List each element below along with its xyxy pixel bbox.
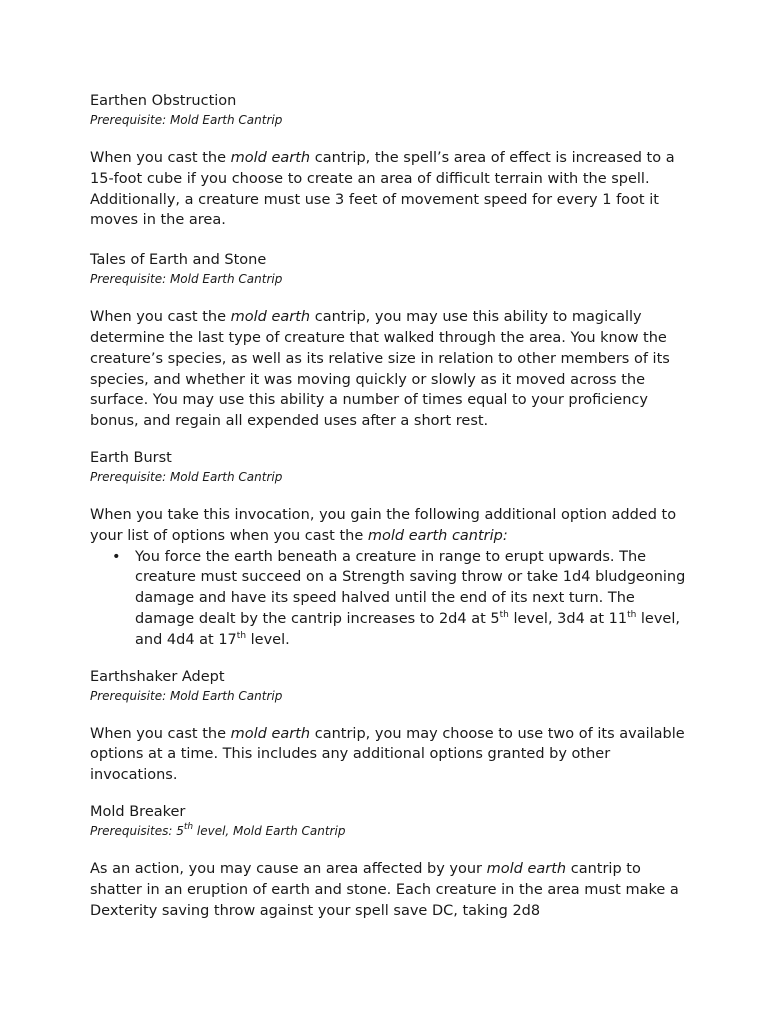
section-body: [90, 724, 690, 786]
body-text: cantrip, the spell’s area of effect is increased to a 15-foot cube if you choose to create an area of difficult terrain with the spell. Additionally, a creature must use 3 feet of movement speed for every 1 foot it moves in the area.: [90, 150, 675, 229]
body-text: cantrip, you may use this ability to magically determine the last type of creature that walked through the area. You know the creature’s species, as well as its relative size in relation to other members of its species, and whether it was moving quickly or slowly as it moved across the surface. You may use this ability a number of times equal to your proficiency bonus, and regain all expended uses after a short rest.: [90, 309, 670, 430]
section-prerequisite: Prerequisite: Mold Earth Cantrip: [90, 113, 283, 127]
spell-name: mold earth: [230, 150, 311, 166]
body-text: When you cast the: [90, 725, 231, 742]
body-text: As an action, you may cause an area affected by your: [90, 860, 487, 877]
document-content: [90, 92, 690, 921]
section-earthen-obstruction: [90, 92, 690, 231]
body-text: cantrip to shatter in an eruption of earth and stone. Each creature in the area must make a Dexterity saving throw against your spell save DC, taking 2d8: [90, 860, 679, 919]
section-prerequisite: Prerequisite: Mold Earth Cantrip: [90, 688, 283, 703]
section-prerequisite: Prerequisite: Mold Earth Cantrip: [90, 469, 283, 484]
body-text: You force the earth beneath a creature in range to erupt upwards. The creature must succeed on a Strength saving throw or take 1d4 bludgeoning damage and have its speed halved until the end of its next turn. The damage dealt by the cantrip increases to 2d4 at 5: [135, 548, 686, 627]
spell-name: mold earth: [230, 309, 311, 326]
body-text: level, and 4d4 at 17: [135, 610, 680, 648]
section-body: [90, 859, 690, 921]
body-text: cantrip, you may choose to use two of its available options at a time. This includes any additional options granted by other invocations.: [90, 725, 685, 784]
body-text: When you take this invocation, you gain the following additional option added to your list of options when you cast the: [90, 506, 677, 544]
section-earthshaker-adept: [90, 668, 690, 786]
section-title: Mold Breaker: [90, 803, 186, 820]
spell-name: mold earth: [486, 860, 567, 877]
section-body: [90, 307, 690, 432]
body-text: level, 3d4 at 11: [508, 610, 628, 627]
ordinal-suffix: th: [183, 821, 194, 832]
list-item: [112, 547, 690, 651]
section-tales-of-earth-and-stone: [90, 251, 690, 432]
spell-name: mold earth: [230, 725, 311, 742]
section-prerequisite: [90, 823, 690, 839]
prereq-text: level, Mold Earth Cantrip: [193, 823, 346, 838]
body-text: level.: [246, 631, 290, 648]
section-title: Earthshaker Adept: [90, 668, 225, 685]
bullet-icon: •: [112, 548, 121, 565]
section-mold-breaker: [90, 803, 690, 921]
section-prerequisite: Prerequisite: Mold Earth Cantrip: [90, 272, 283, 287]
prereq-text: Prerequisites: 5: [90, 823, 184, 838]
section-body: [90, 505, 690, 547]
section-earth-burst: [90, 449, 690, 651]
section-title: Tales of Earth and Stone: [90, 252, 267, 269]
ordinal-suffix: th: [236, 630, 247, 641]
ordinal-suffix: th: [627, 609, 637, 620]
section-title: Earth Burst: [90, 449, 172, 466]
section-body: [90, 148, 690, 231]
spell-name: mold earth cantrip:: [367, 527, 508, 544]
body-text: When you cast the: [90, 309, 231, 326]
ordinal-suffix: th: [499, 609, 509, 620]
section-title: Earthen Obstruction: [90, 93, 237, 109]
option-list: [90, 547, 690, 651]
body-text: When you cast the: [90, 150, 231, 166]
